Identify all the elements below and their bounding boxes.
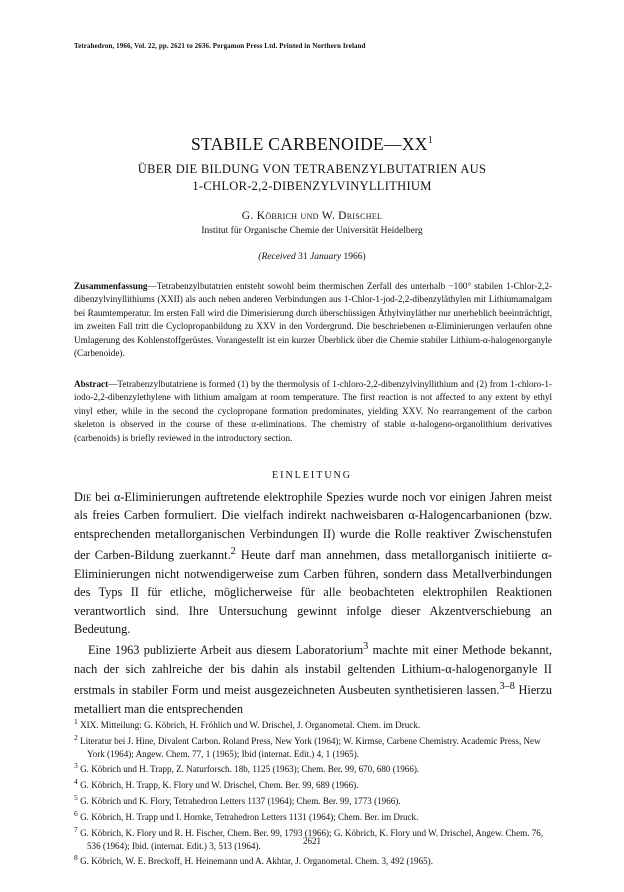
footnote-text: G. Köbrich, H. Trapp und I. Hornke, Tetrahedron Letters 1131 (1964); Chem. Ber. im Druck. bbox=[80, 811, 419, 822]
title-footnote-marker: 1 bbox=[427, 135, 434, 147]
footnote-text: G. Köbrich und K. Flory, Tetrahedron Letters 1137 (1964); Chem. Ber. 99, 1773 (1966). bbox=[80, 796, 401, 807]
footnote-text: XIX. Mitteilung: G. Köbrich, H. Fröhlich und W. Drischel, J. Organometal. Chem. im Druck. bbox=[80, 720, 421, 731]
section-heading: EINLEITUNG bbox=[272, 470, 352, 481]
paragraph-1-part-a: bei α-Eliminierungen auftretende elektrophile Spezies wurde noch vor einigen Jahren meist als freies Carben formuliert. Die vielfach indirekt nachweisbaren α-Halogencarbanionen (bzw. entsprechenden metallorganischen Verbindungen II) wurde die Rolle reaktiver Zwischenstufen der Carben-Bildung zuerkannt. bbox=[74, 490, 552, 563]
footnote-number: 8 bbox=[74, 853, 78, 863]
received-year: 1966) bbox=[341, 252, 366, 262]
paragraph-1-part-b: Heute darf man annehmen, dass metallorganisch initiierte α-Eliminierungen nicht notwendigerweise zum Carben führen, sondern dass Metallverbindungen des Typs II für etliche, möglicherweise für alle beobachteten elektrophilen Reaktionen verantwortlich sind. Ihre Untersuchung gewinnt infolge dieser Akzentverschiebung an Bedeutung. bbox=[74, 548, 552, 636]
paragraph-2-part-a: Eine 1963 publizierte Arbeit aus diesem Laboratorium bbox=[88, 643, 364, 658]
footnote-text: G. Köbrich, K. Flory und R. H. Fischer, Chem. Ber. 99, 1793 (1966); G. Köbrich, K. Flory und W. Drischel, Angew. Chem. 76, 536 (1964); Ibid. (internat. Edit.) 3, 513 (1964). bbox=[80, 827, 544, 851]
footnote bbox=[74, 760, 552, 776]
received-label: (Received bbox=[258, 252, 296, 262]
abstract-german-text: —Tetrabenzylbutatrien entsteht sowohl beim thermischen Zerfall des unterhalb −100° stabilen 1-Chlor-2,2-dibenzylvinyllithiums (XXII) als auch neben anderen Verbindungen aus 1-Chlor-1-jod-2,2-dibenzyläthylen mit Lithiumamalgam bei Raumtemperatur. Im ersten Fall wird die Dimerisierung durch überschüssigen Äthylvinyläther nur unerheblich beeinträchtigt, im zweiten Fall tritt die Cyclopropanbildung zu XXV in den Vordergrund. Die beschriebenen α-Eliminierungen verlaufen ohne Umlagerung des Kohlenstoffgerüstes. Vorangestellt ist ein kurzer Überblick über die Chemie stabiler Lithium-α-halogenorganyle (Carbenoide). bbox=[74, 281, 552, 359]
subtitle-line-2: 1-CHLOR-2,2-DIBENZYLVINYLLITHIUM bbox=[192, 179, 432, 193]
footnote bbox=[74, 732, 552, 761]
footnote-number: 6 bbox=[74, 808, 78, 818]
footnote-text: G. Köbrich und H. Trapp, Z. Naturforsch. 18b, 1125 (1963); Chem. Ber. 99, 670, 680 (1966). bbox=[80, 764, 420, 775]
footnote-number: 7 bbox=[74, 824, 78, 834]
footnote-text: G. Köbrich, H. Trapp, K. Flory und W. Drischel, Chem. Ber. 99, 689 (1966). bbox=[80, 780, 359, 791]
footnote-number: 2 bbox=[74, 732, 78, 742]
article-subtitle bbox=[0, 161, 624, 195]
paragraph-1 bbox=[74, 488, 552, 638]
paragraph-2-part-c: Hierzu metalliert man die entsprechenden bbox=[74, 683, 553, 716]
paragraph-2 bbox=[74, 638, 552, 718]
footnote-number: 4 bbox=[74, 777, 78, 787]
article-title-text: STABILE CARBENOIDE—XX bbox=[190, 134, 428, 154]
authors: G. Köbrich und W. Drischel bbox=[241, 210, 383, 222]
received-date bbox=[0, 252, 624, 262]
abstract-english bbox=[74, 378, 552, 445]
journal-citation-line: Tetrahedron, 1966, Vol. 22, pp. 2621 to 2636. Pergamon Press Ltd. Printed in Northern Ireland bbox=[74, 42, 366, 50]
body-text bbox=[74, 488, 552, 718]
footnote bbox=[74, 792, 552, 808]
citation-marker: 3–8 bbox=[499, 681, 515, 693]
subtitle-line-1: ÜBER DIE BILDUNG VON TETRABENZYLBUTATRIEN AUS bbox=[137, 162, 487, 176]
page-number: 2621 bbox=[303, 836, 321, 846]
footnote bbox=[74, 776, 552, 792]
article-title bbox=[0, 134, 624, 155]
footnote-number: 3 bbox=[74, 761, 78, 771]
citation-marker: 2 bbox=[230, 546, 236, 558]
footnote-text: Literatur bei J. Hine, Divalent Carbon. Roland Press, New York (1964); W. Kirmse, Carbene Chemistry. Academic Press, New York (1964); Angew. Chem. 77, 1 (1965); Ibid (internat. Edit.) 4, 1 (1965). bbox=[80, 735, 541, 759]
footnote bbox=[74, 716, 552, 732]
citation-marker: 3 bbox=[363, 641, 369, 653]
footnote-number: 5 bbox=[74, 793, 78, 803]
received-day: 31 bbox=[295, 252, 310, 262]
paragraph-2-part-b: machte mit einer Methode bekannt, nach der sich zahlreiche der bis dahin als instabil geltenden Lithium-α-halogenorganyle II erstmals in stabiler Form und meist ausgezeichneten Ausbeuten synthetisieren lassen. bbox=[74, 643, 552, 698]
footnote bbox=[74, 852, 552, 868]
footnote-number: 1 bbox=[74, 717, 78, 726]
abstract-german-label: Zusammenfassung bbox=[74, 281, 148, 291]
institution: Institut für Organische Chemie der Universität Heidelberg bbox=[201, 226, 423, 236]
footnote-text: G. Köbrich, W. E. Breckoff, H. Heinemann und A. Akhtar, J. Organometal. Chem. 3, 492 (1965). bbox=[80, 856, 433, 867]
dropcap-word: Die bbox=[74, 490, 92, 504]
abstract-english-label: Abstract bbox=[74, 379, 109, 389]
footnote bbox=[74, 808, 552, 824]
abstract-german bbox=[74, 280, 552, 360]
abstract-english-text: —Tetrabenzylbutatriene is formed (1) by the thermolysis of 1-chloro-2,2-dibenzylvinyllithium and (2) from 1-chloro-1-iodo-2,2-dibenzylethylene with lithium amalgam at room temperature. The first reaction is not affected to any extent by ethyl vinyl ether, while in the second the cyclopropane formation predominates, yielding XXV. No rearrangement of the carbon skeleton is observed in the course of these α-eliminations. The chemistry of stable α-halogeno-organolithium derivatives (carbenoids) is briefly reviewed in the introductory section. bbox=[74, 379, 552, 443]
received-month: January bbox=[310, 252, 342, 262]
